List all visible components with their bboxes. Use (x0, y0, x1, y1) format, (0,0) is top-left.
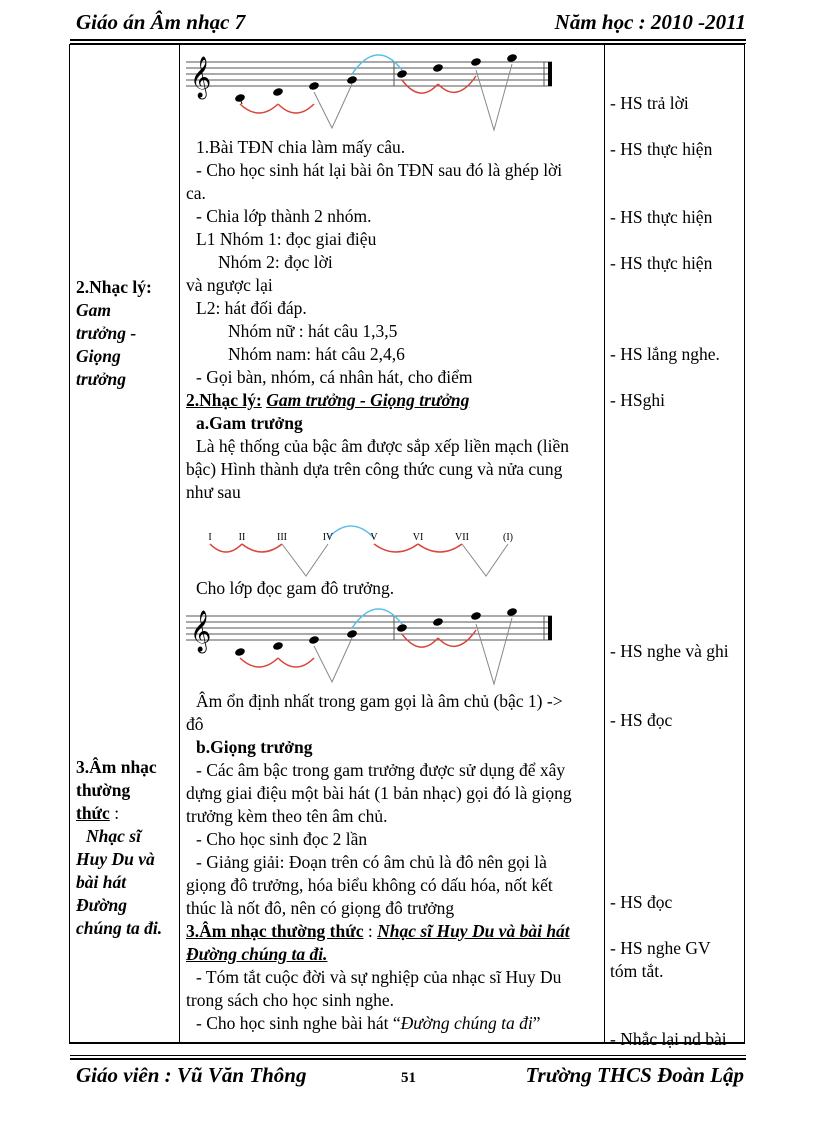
text-explain-3: thúc là nốt đô, nên có giọng đô trưởng (186, 898, 455, 918)
text-explain-2: giọng đô trưởng, hóa biểu không có dấu hóa, nốt kết (186, 875, 553, 895)
heading-giong-truong: b.Giọng trưởng (196, 737, 313, 757)
student-activity: - Nhắc lại nd bài (610, 1029, 727, 1049)
student-activity: - HS thực hiện (610, 207, 713, 227)
header-rule (70, 39, 746, 41)
student-activity: tóm tắt. (610, 961, 664, 981)
header-school-year: Năm học : 2010 -2011 (554, 10, 746, 34)
footer-rule (70, 1058, 746, 1060)
column-divider-right (604, 44, 605, 1044)
text-giong-2: dựng giai điệu một bài hát (1 bản nhạc) gọi đó là giọng (186, 783, 572, 803)
text-split-class: - Chia lớp thành 2 nhóm. (196, 206, 372, 226)
treble-clef-icon: 𝄞 (190, 57, 212, 98)
text-call-groups: - Gọi bàn, nhóm, cá nhân hát, cho điểm (196, 367, 473, 387)
text-sing-again: - Cho học sinh hát lại bài ôn TĐN sau đó là ghép lời (196, 160, 563, 180)
scale-degree-diagram (196, 520, 536, 580)
text-read-scale: Cho lớp đọc gam đô trưởng. (196, 578, 395, 598)
page-number: 51 (401, 1070, 416, 1086)
student-activity: - HS nghe và ghi (610, 641, 729, 661)
text-gam-def-2: bậc) Hình thành dựa trên công thức cung và nửa cung (186, 459, 563, 479)
text-group1: L1 Nhóm 1: đọc giai điệu (196, 229, 377, 249)
text-listen-song: - Cho học sinh nghe bài hát “Đường chúng ta đi” (196, 1013, 541, 1033)
footer-rule-thin (70, 1055, 746, 1056)
text-explain-1: - Giảng giải: Đoạn trên có âm chủ là đô nên gọi là (196, 852, 547, 872)
text-gam-def-1: Là hệ thống của bậc âm được sắp xếp liền mạch (liền (196, 436, 569, 456)
student-activity: - HSghi (610, 390, 665, 410)
student-activity: - HS thực hiện (610, 253, 713, 273)
text-gam-def-3: như sau (186, 482, 241, 502)
scale-degree-label: VI (412, 532, 424, 543)
text-sing-again-cont: ca. (186, 183, 206, 203)
text-biography-2: trong sách cho học sinh nghe. (186, 990, 395, 1010)
text-read-twice: - Cho học sinh đọc 2 lần (196, 829, 368, 849)
scale-degree-label: V (370, 532, 378, 543)
column-divider-left (179, 44, 180, 1044)
text-l2: L2: hát đối đáp. (196, 298, 307, 318)
treble-clef-icon: 𝄞 (190, 611, 212, 652)
scale-degree-label: (I) (503, 532, 513, 543)
header-title: Giáo án Âm nhạc 7 (76, 10, 246, 34)
music-staff-2 (186, 600, 556, 690)
student-activity: - HS nghe GV (610, 938, 711, 958)
scale-degree-label: I (208, 532, 212, 543)
heading-am-nhac-thuong-thuc: 3.Âm nhạc thường thức : Nhạc sĩ Huy Du và bài hát (186, 921, 570, 941)
text-group2: Nhóm 2: đọc lời (218, 252, 333, 272)
heading-song-title: Đường chúng ta đi. (186, 944, 328, 964)
text-vice-versa: và ngược lại (186, 275, 273, 295)
heading-nhac-ly: 2.Nhạc lý: Gam trưởng - Giọng trưởng (186, 390, 470, 410)
scale-degree-label: VII (455, 532, 469, 543)
footer-school: Trường THCS Đoàn Lập (525, 1063, 744, 1087)
music-staff-1 (186, 46, 556, 136)
student-activity: - HS thực hiện (610, 139, 713, 159)
text-giong-1: - Các âm bậc trong gam trưởng được sử dụng để xây (196, 760, 566, 780)
student-activity: - HS đọc (610, 710, 673, 730)
text-giong-3: trưởng kèm theo tên âm chủ. (186, 806, 388, 826)
student-activity: - HS đọc (610, 892, 673, 912)
student-activity: - HS lắng nghe. (610, 344, 720, 364)
student-activity: - HS trả lời (610, 93, 689, 113)
left-section-am-nhac-thuong-thuc: 3.Âm nhạc thường thức : Nhạc sĩ Huy Du và bài hát Đường chúng ta đi. (76, 757, 163, 938)
text-tonic-1: Âm ổn định nhất trong gam gọi là âm chủ (bậc 1) -> (196, 691, 563, 711)
text-biography-1: - Tóm tắt cuộc đời và sự nghiệp của nhạc sĩ Huy Du (196, 967, 562, 987)
text-tdn-question: 1.Bài TĐN chia làm mấy câu. (196, 137, 406, 157)
footer-teacher: Giáo viên : Vũ Văn Thông (76, 1063, 307, 1087)
heading-gam-truong: a.Gam trưởng (196, 413, 303, 433)
left-section-nhac-ly: 2.Nhạc lý: Gam trưởng - Giọng trưởng (76, 277, 152, 389)
text-group-male: Nhóm nam: hát câu 2,4,6 (228, 344, 405, 364)
text-tonic-2: đô (186, 714, 204, 734)
text-group-female: Nhóm nữ : hát câu 1,3,5 (228, 321, 398, 341)
scale-degree-label: III (277, 532, 287, 543)
scale-degree-label: II (238, 532, 246, 543)
scale-degree-label: IV (322, 532, 334, 543)
